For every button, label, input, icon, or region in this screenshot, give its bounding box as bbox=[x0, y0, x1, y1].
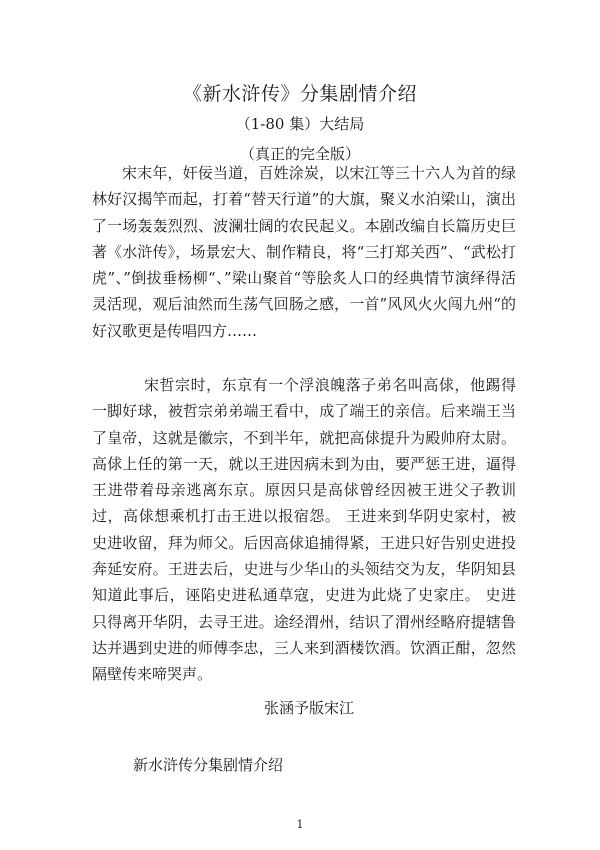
synopsis-paragraph-intro: 宋末年，奸佞当道，百姓涂炭，以宋江等三十六人为首的绿林好汉揭竿而起，打着“替天行道”的大旗，聚义水泊梁山，演出了一场轰轰烈烈、波澜壮阔的农民起义。本剧改编自长篇历史巨著《水浒传》，场景宏大、制作精良，将“三打郑关西”、“武松打虎”、”倒拔垂杨柳“、”梁山聚首“等脍炙人口的经典情节演绎得活灵活现，观后油然而生荡气回肠之感，一首”风风火火闯九州“的好汉歌更是传唱四方…… bbox=[92, 164, 516, 340]
section-heading: 新水浒传分集剧情介绍 bbox=[133, 756, 284, 774]
page-number: 1 bbox=[296, 818, 304, 831]
synopsis-paragraph-episode: 宋哲宗时，东京有一个浮浪魄落子弟名叫高俅，他踢得一脚好球，被哲宗弟弟端王看中，成了端王的亲信。后来端王当了皇帝，这就是徽宗，不到半年，就把高俅提升为殿帅府太尉。高俅上任的第一天，就以王进因病未到为由，要严惩王进，逼得王进带着母亲逃离东京。原因只是高俅曾经因被王进父子教训过，高俅想乘机打击王进以报宿怨。 王进来到华阴史家村，被史进收留，拜为师父。后因高俅追捕得紧，王进只好告别史进投奔延安府。王进去后，史进与少华山的头领结交为友，华阴知县知道此事后，诬陷史进私通草寇，史进为此烧了史家庄。 史进只得离开华阴，去寻王进。途经渭州，结识了渭州经略府提辖鲁达并遇到史进的师傅李忠，三人来到酒楼饮酒。饮酒正酣，忽然隔壁传来啼哭声。 bbox=[92, 376, 516, 684]
document-title: 《新水浒传》分集剧情介绍 bbox=[182, 83, 417, 105]
byline: 张涵予版宋江 bbox=[263, 699, 354, 717]
edition-note: （真正的完全版） bbox=[239, 145, 360, 163]
document-subtitle: （1-80 集）大结局 bbox=[235, 115, 365, 133]
